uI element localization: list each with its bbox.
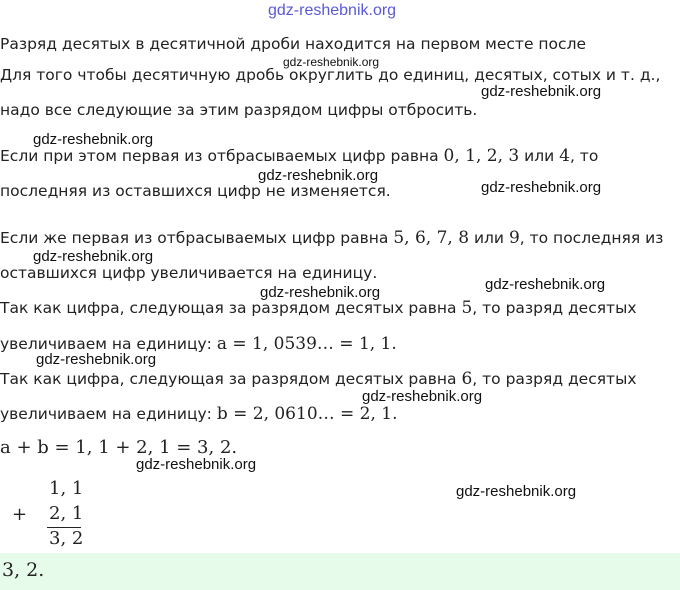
text-line-6	[0, 228, 663, 248]
watermark: gdz-reshebnik.org	[283, 55, 380, 69]
answer-box	[0, 553, 680, 590]
text-line-11	[0, 404, 398, 424]
text-segment: Так как цифра, следующая за разрядом десятых равна	[0, 370, 462, 388]
text-line-10	[0, 369, 637, 389]
text-segment: или	[469, 229, 509, 247]
watermark: gdz-reshebnik.org	[456, 483, 577, 500]
text-line-7: оставшихся цифр увеличивается на единицу.	[0, 264, 378, 282]
watermark-top: gdz-reshebnik.org	[268, 2, 397, 19]
text-line-5: последняя из оставшихся цифр не изменяется.	[0, 182, 391, 200]
text-segment: , то разряд десятых	[472, 299, 637, 317]
math-number: 9	[508, 228, 520, 248]
text-segment: или	[519, 147, 560, 165]
text-segment: Если при этом первая из отбрасываемых цифр равна	[0, 147, 444, 165]
addition-result: 3, 2	[49, 528, 84, 549]
addition-row-1: 1, 1	[49, 478, 84, 499]
watermark: gdz-reshebnik.org	[481, 83, 602, 100]
text-line-8	[0, 298, 637, 318]
watermark: gdz-reshebnik.org	[33, 131, 154, 148]
text-segment: , то	[569, 147, 599, 165]
text-segment: увеличиваем на единицу:	[0, 335, 217, 353]
math-expression: b = 2, 0610… = 2, 1.	[216, 404, 398, 424]
answer-value: 3, 2.	[2, 559, 45, 581]
math-expression: a = 1, 0539… = 1, 1.	[216, 334, 397, 354]
watermark: gdz-reshebnik.org	[260, 284, 381, 301]
math-numbers: 0, 1, 2, 3	[443, 146, 520, 166]
text-segment: Если же первая из отбрасываемых цифр равна	[0, 229, 394, 247]
text-line-2: Для того чтобы десятичную дробь округлить до единиц, десятых, сотых и т. д.,	[0, 66, 661, 84]
addition-row-2: 2, 1	[49, 503, 84, 524]
watermark: gdz-reshebnik.org	[481, 179, 602, 196]
math-number: 5	[461, 298, 473, 318]
watermark: gdz-reshebnik.org	[362, 388, 483, 405]
text-line-3: надо все следующие за этим разрядом цифры отбросить.	[0, 101, 478, 119]
text-line-1: Разряд десятых в десятичной дроби находится на первом месте после	[0, 35, 587, 53]
watermark: gdz-reshebnik.org	[258, 167, 379, 184]
watermark: gdz-reshebnik.org	[136, 456, 257, 473]
text-segment: , то последняя из	[519, 229, 664, 247]
watermark: gdz-reshebnik.org	[36, 351, 157, 368]
watermark: gdz-reshebnik.org	[485, 276, 606, 293]
text-line-4	[0, 146, 598, 166]
text-segment: , то разряд десятых	[472, 370, 637, 388]
math-number: 6	[461, 369, 473, 389]
text-segment: увеличиваем на единицу:	[0, 405, 217, 423]
text-segment: Так как цифра, следующая за разрядом десятых равна	[0, 299, 462, 317]
text-line-12: a + b = 1, 1 + 2, 1 = 3, 2.	[0, 437, 238, 458]
math-numbers: 5, 6, 7, 8	[393, 228, 470, 248]
plus-sign: +	[12, 504, 28, 525]
watermark: gdz-reshebnik.org	[33, 248, 154, 265]
math-number: 4	[559, 146, 570, 166]
